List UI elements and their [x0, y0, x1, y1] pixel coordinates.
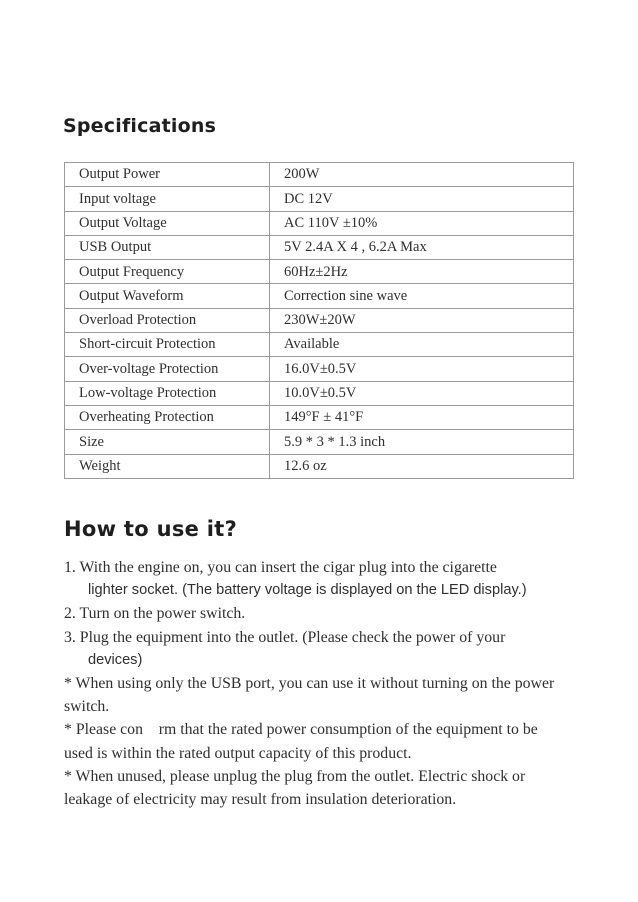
spec-row-output-waveform [65, 284, 574, 308]
specifications-heading: Specifications [63, 115, 217, 137]
spec-label: Low-voltage Protection [65, 381, 270, 405]
spec-label: Output Power [65, 163, 270, 187]
spec-row-usb-output [65, 235, 574, 259]
spec-label: Output Waveform [65, 284, 270, 308]
spec-label: Overload Protection [65, 308, 270, 332]
spec-label: Over-voltage Protection [65, 357, 270, 381]
specifications-table [64, 162, 574, 479]
spec-value: 16.0V±0.5V [270, 357, 574, 381]
spec-value: 5.9 * 3 * 1.3 inch [270, 430, 574, 454]
spec-row-over-voltage-protection [65, 357, 574, 381]
spec-label: Size [65, 430, 270, 454]
spec-row-overload-protection [65, 308, 574, 332]
spec-label: Short-circuit Protection [65, 333, 270, 357]
spec-value: DC 12V [270, 187, 574, 211]
spec-label: Output Frequency [65, 260, 270, 284]
how-to-use-instructions [64, 556, 604, 811]
spec-value: 12.6 oz [270, 454, 574, 478]
spec-value: 200W [270, 163, 574, 187]
spec-value: 10.0V±0.5V [270, 381, 574, 405]
spec-row-overheating-protection [65, 405, 574, 429]
spec-row-size [65, 430, 574, 454]
spec-row-weight [65, 454, 574, 478]
spec-row-output-power [65, 163, 574, 187]
spec-row-output-voltage [65, 211, 574, 235]
spec-label: Input voltage [65, 187, 270, 211]
spec-value: 5V 2.4A X 4 , 6.2A Max [270, 235, 574, 259]
note-line: * Please con rm that the rated power consumption of the equipment to be [64, 721, 538, 739]
instruction-line: devices) [88, 651, 143, 668]
instruction-line: lighter socket. (The battery voltage is displayed on the LED display.) [88, 582, 527, 599]
spec-label: Output Voltage [65, 211, 270, 235]
note-line: leakage of electricity may result from insulation deterioration. [64, 790, 457, 808]
spec-row-output-frequency [65, 260, 574, 284]
spec-value: Correction sine wave [270, 284, 574, 308]
instruction-line: 3. Plug the equipment into the outlet. (Please check the power of your [64, 628, 506, 646]
spec-row-low-voltage-protection [65, 381, 574, 405]
spec-value: 149°F ± 41°F [270, 405, 574, 429]
note-line: * When unused, please unplug the plug from the outlet. Electric shock or [64, 767, 526, 785]
instruction-line: 1. With the engine on, you can insert the cigar plug into the cigarette [64, 559, 497, 576]
spec-label: USB Output [65, 235, 270, 259]
spec-value: 60Hz±2Hz [270, 260, 574, 284]
spec-value: 230W±20W [270, 308, 574, 332]
spec-row-input-voltage [65, 187, 574, 211]
instruction-line: 2. Turn on the power switch. [64, 605, 246, 623]
spec-label: Overheating Protection [65, 405, 270, 429]
spec-row-short-circuit-protection [65, 333, 574, 357]
spec-value: AC 110V ±10% [270, 211, 574, 235]
note-line: used is within the rated output capacity of this product. [64, 744, 412, 762]
spec-label: Weight [65, 454, 270, 478]
note-line: switch. [64, 698, 110, 716]
how-to-use-heading: How to use it? [64, 517, 238, 541]
note-line: * When using only the USB port, you can use it without turning on the power [64, 674, 555, 692]
spec-value: Available [270, 333, 574, 357]
